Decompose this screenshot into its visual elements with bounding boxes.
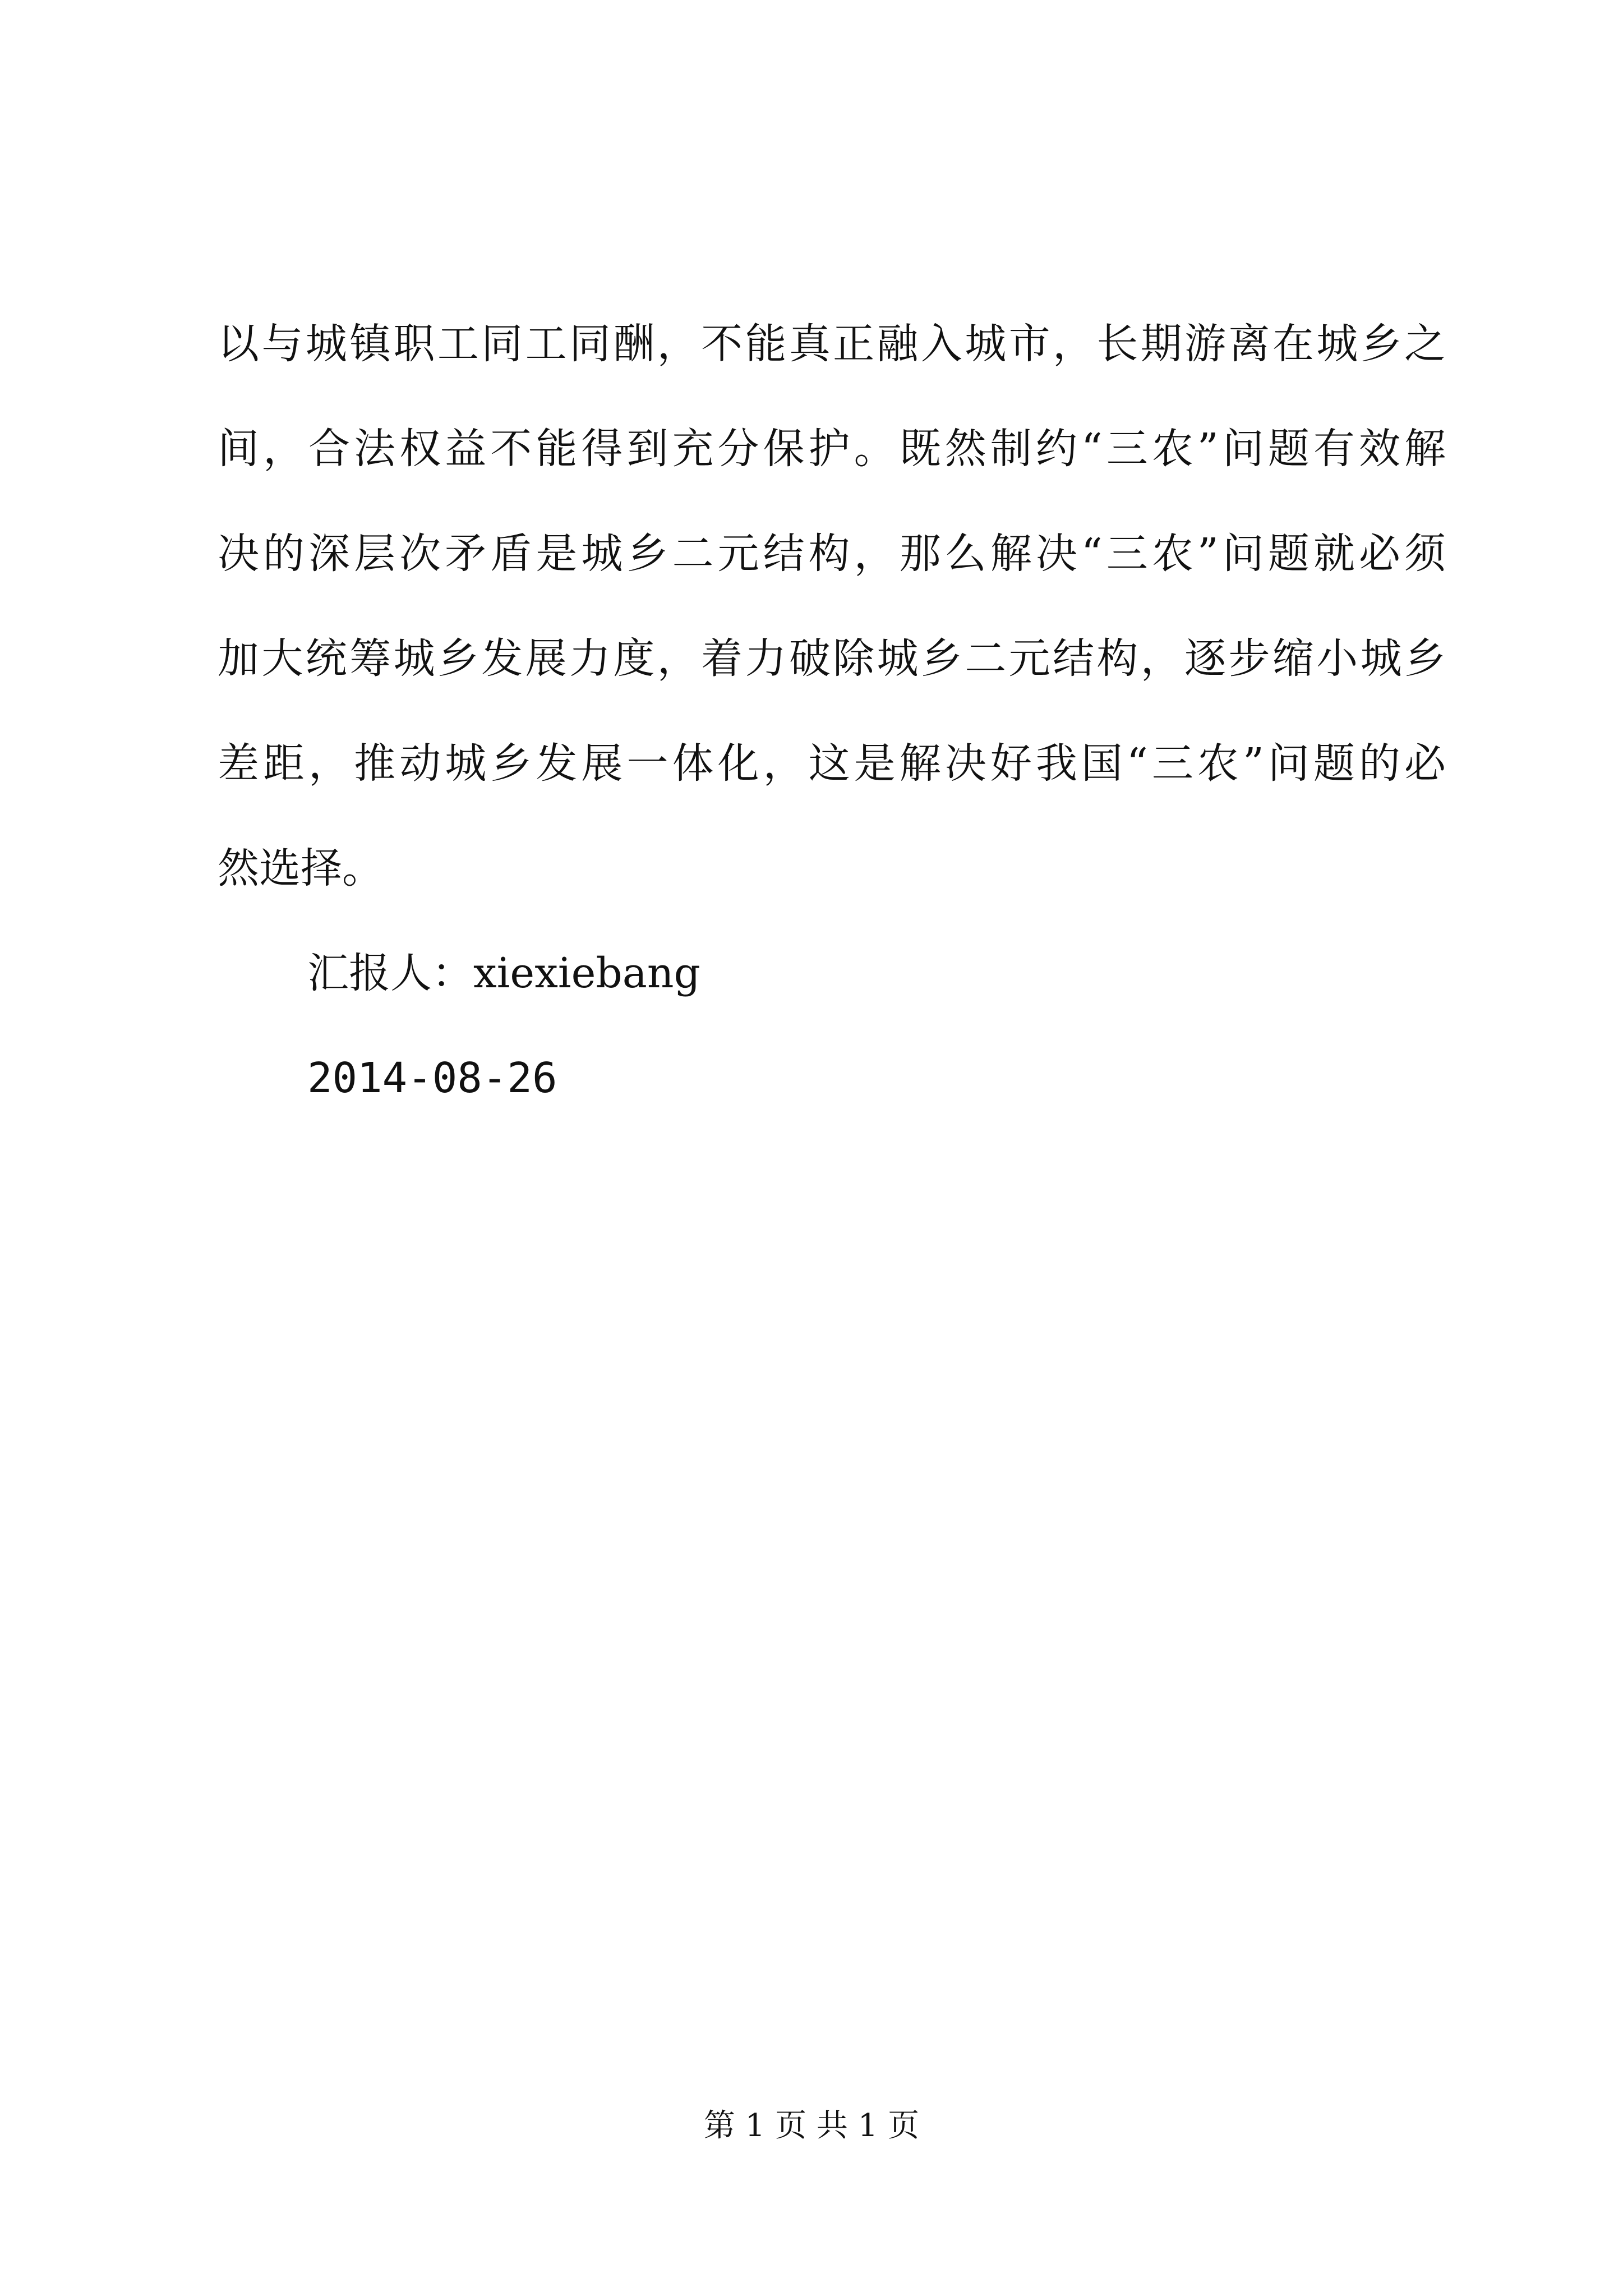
page-footer: 第 1 页 共 1 页 xyxy=(703,2108,920,2144)
paragraph-line: 决的深层次矛盾是城乡二元结构，那么解决“三农”问题就必须 xyxy=(218,530,1446,578)
paragraph-line: 加大统筹城乡发展力度，着力破除城乡二元结构，逐步缩小城乡 xyxy=(218,634,1446,683)
date-line: 2014-08-26 xyxy=(307,1054,557,1102)
paragraph-line: 差距，推动城乡发展一体化，这是解决好我国“三农”问题的必 xyxy=(218,739,1446,788)
paragraph-line: 间，合法权益不能得到充分保护。既然制约“三农”问题有效解 xyxy=(218,425,1446,473)
paragraph-line: 然选择。 xyxy=(218,844,384,892)
document-body xyxy=(218,292,1446,1131)
reporter-line: 汇报人：xiexiebang xyxy=(307,949,700,997)
paragraph-line: 以与城镇职工同工同酬，不能真正融入城市，长期游离在城乡之 xyxy=(218,320,1446,368)
